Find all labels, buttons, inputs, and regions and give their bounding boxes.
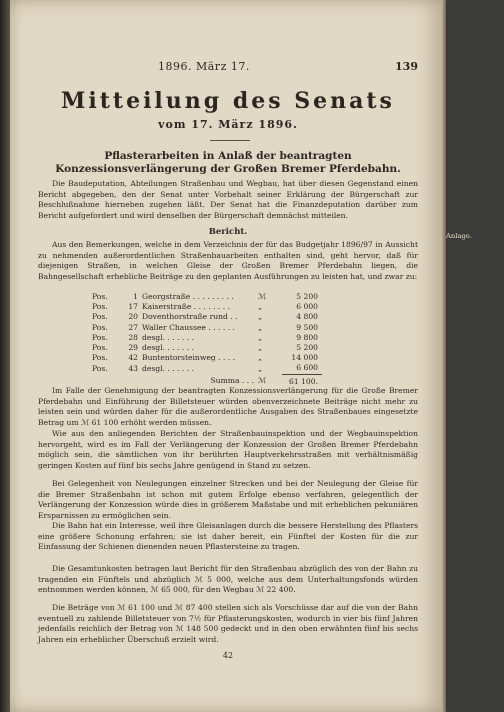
currency-mark: „ [258,312,262,322]
table-row [92,302,322,312]
bericht-heading: Bericht. [208,227,248,237]
table-row [92,333,322,343]
sum-currency: ℳ [258,376,267,386]
currency-mark: „ [258,302,262,312]
scan-binding-shadow [0,0,10,712]
street-name: Doventhorstraße rund . . [142,312,238,322]
street-name: Waller Chaussee . . . . . . [142,322,235,332]
bericht-intro-paragraph: Aus den Bemerkungen, welche in dem Verzeichnis der für das Budgetjahr 1896/97 in Aussicht zu nehmenden außerordentlichen Straßenbauarbeiten enthalten sind, geht hervor, daß für diejenigen Straßen, in welchen Gleise der Großen Bremer Pferdebahn liegen, die Bahngesellschaft erhebliche Beiträge zu den geplanten Ausführungen zu leisten hat, und zwar zu: [38,240,418,281]
amount: 6 000 [296,302,318,312]
currency-mark: „ [258,322,262,332]
position-number: 17 [128,302,138,312]
position-label: Pos. [92,353,108,363]
position-number: 29 [128,343,138,353]
street-name: desgl. . . . . . . [142,343,194,353]
intro-paragraph: Die Baudeputation, Abteilungen Straßenbau und Wegbau, hat über diesen Gegenstand einen Bericht abgegeben, den der Senat unter Vorbehalt seiner Erklärung der Bürgerschaft zur Beschlußnahme hierneben zugehen läßt. Der Senat hat die Finanzdeputation darüber zum Bericht aufgefordert und wird denselben der Bürgerschaft demnächst mitteilen. [38,179,418,220]
title-rule [210,140,250,141]
position-label: Pos. [92,292,108,301]
table-row [92,312,322,322]
street-name: Georgstraße . . . . . . . . . [142,292,234,301]
header-date: 1896. März 17. [158,60,250,73]
table-row [92,353,322,363]
street-name: Buntentorsteinweg . . . . [142,353,235,363]
position-number: 43 [128,363,138,373]
positions-table [92,292,322,387]
position-number: 1 [133,292,138,301]
amount: 5 200 [296,343,318,353]
currency-mark: „ [258,332,262,342]
paragraph-1: Im Falle der Genehmigung der beantragten Konzessionsverlängerung für die Große Bremer Pferdebahn und Einführung der Billetsteuer würden obenverzeichnete Beiträge nicht mehr zu leisten sein und würden daher für die außerordentliche Ausgaben des Straßenbaues eingesetzte Betrag um ℳ 61 100 erhöht werden müssen. [38,386,418,427]
position-number: 27 [128,322,138,332]
amount: 5 200 [296,292,318,301]
paragraph-5: Die Gesamtunkosten betragen laut Bericht für den Straßenbau abzüglich des von der Bahn zu tragenden ein Fünftels und abzüglich ℳ 5 000, welche aus dem Unterhaltungsfonds würden entnommen werden können, ℳ 65 000, für den Wegbau ℳ 22 400. [38,564,418,595]
street-name: Kaiserstraße . . . . . . . . [142,302,230,312]
street-name: desgl. . . . . . . [142,332,194,342]
currency-mark: „ [258,363,262,373]
section-title: Pflasterarbeiten in Anlaß der beantragten Konzessionsverlängerung der Großen Bremer Pferdebahn. [55,150,401,175]
position-label: Pos. [92,332,108,342]
paragraph-2: Wie aus den anliegenden Berichten der Straßenbauinspektion und der Wegbauinspektion hervorgeht, wird es im Fall der Verlängerung der Konzession der Großen Bremer Pferdebahn möglich sein, die sämtlichen von ihr berührten Hauptverkehrsstraßen mit verhältnismäßig geringen Kosten auf fünf bis sechs Jahre genügend in Stand zu setzen. [38,429,418,470]
margin-note: Anlage. [446,232,473,240]
position-label: Pos. [92,322,108,332]
paragraph-6: Die Beträge von ℳ 61 100 und ℳ 87 400 stellen sich als Vorschüsse dar auf die von der Bahn eventuell zu zahlende Billetsteuer von 7½ für Pflasterungskosten, wodurch in vier bis fünf Jahren jedenfalls reichlich der Betrag von ℳ 148 500 gedeckt und in den oben erwähnten fünf bis sechs Jahren ein erheblicher Überschuß erzielt wird. [38,603,418,644]
document-subtitle: vom 17. März 1896. [158,118,298,131]
position-number: 20 [128,312,138,322]
amount: 6 600 [296,363,318,373]
currency-mark: ℳ [258,292,267,301]
page-number: 139 [395,60,418,73]
sum-label: Summa . . . [210,376,254,386]
table-row [92,343,322,353]
amount: 9 500 [296,322,318,332]
position-label: Pos. [92,302,108,312]
amount: 14 000 [291,353,318,363]
document-title: Mitteilung des Senats [61,88,395,114]
amount: 4 800 [296,312,318,322]
folio-number: 42 [222,651,234,660]
table-row [92,292,322,302]
paragraph-3: Bei Gelegenheit von Neulegungen einzelner Strecken und bei der Neulegung der Gleise für die Bremer Straßenbahn ist schon mit gutem Erfolge ebenso verfahren, gelegentlich der Verlängerung der Konzession würde dies in größerem Maßstabe und mit erheblichen pekuniären Ersparnissen zu ermöglichen sein. [38,479,418,520]
amount: 9 800 [296,332,318,342]
position-label: Pos. [92,363,108,373]
paragraph-4: Die Bahn hat ein Interesse, weil ihre Gleisanlagen durch die bessere Herstellung des Pflasters eine größere Schonung erfahren; sie ist daher bereit, ein Fünftel der Kosten für die zur Einfassung der Schienen dienenden neuen Pflastersteine zu tragen. [38,521,418,552]
currency-mark: „ [258,353,262,363]
position-label: Pos. [92,343,108,353]
page-edge [442,0,446,712]
spacer [120,374,142,387]
sum-amount: 61 100. [282,374,322,387]
spacer [92,374,120,387]
position-label: Pos. [92,312,108,322]
table-row [92,323,322,333]
running-header [38,60,418,80]
position-number: 42 [128,353,138,363]
position-number: 28 [128,332,138,342]
currency-mark: „ [258,343,262,353]
table-row [92,363,322,374]
sum-row [92,374,322,387]
street-name: desgl. . . . . . . [142,363,194,373]
